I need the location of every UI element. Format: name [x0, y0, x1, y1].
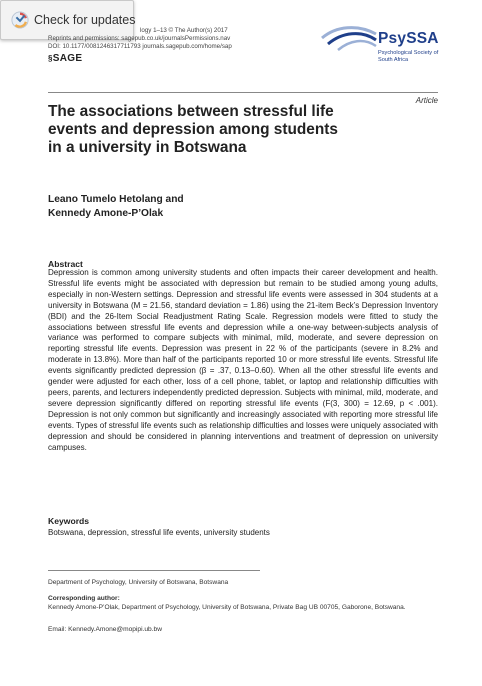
footnote-divider: [48, 570, 260, 571]
journal-citation: logy 1–13 © The Author(s) 2017: [140, 27, 228, 34]
abstract-heading: Abstract: [48, 259, 83, 269]
check-updates-icon: [11, 11, 29, 29]
abstract-text: Depression is common among university students and often impacts their career development and health. Stressful life events might be associated with depression but remain to be studied among young adults, especially in non-Western settings. Depression and stressful life events were assessed in 304 students at a university in Botswana (M = 21.56, standard deviation = 1.86) using the 21-item Beck’s Depression Inventory (BDI) and the 26-Item Social Readjustment Rating Scale. Regression models were fitted to study the associations between stressful life events and depression while a one-way between-subjects analysis of variance was performed to compare subjects with minimal, mild, moderate, and severe depression on reporting stressful life events. Depression was present in 22 % of the participants (severe in 8.2% and moderate in 13.8%). More than half of the participants reported 10 or more stressful life events. Stressful life events significantly predicted depression (β = .37, 0.13–0.60). When all the other stressful life events and gender were adjusted for each other, loss of a cell phone, tablet, or laptop and relationship difficulties with peers, parents, and lecturers independently predicted depression. Subjects with minimal, mild, moderate, and severe depression significantly differed on reporting stressful life events (F(3, 300) = 12.69, p < .001). Depression is not only common but significantly and increasingly associated with reporting more stressful life events. Types of stressful life events such as relationship difficulties and losses were uniquely associated with depression and should be considered in planning interventions and treatment of depression on university campuses.: [48, 268, 438, 452]
corresponding-email: Email: Kennedy.Amone@mopipi.ub.bw: [48, 626, 162, 633]
society-name: PsySSA: [378, 30, 439, 47]
permissions-line: Reprints and permissions: sagepub.co.uk/journalsPermissions.nav: [48, 35, 231, 42]
corresponding-address: Kennedy Amone-P’Olak, Department of Psychology, University of Botswana, Private Bag UB 00705, Gaborone, Botswana.: [48, 604, 406, 611]
author-line: Kennedy Amone-P’Olak: [48, 208, 164, 219]
check-for-updates-label: Check for updates: [34, 13, 136, 27]
corresponding-heading: Corresponding author:: [48, 595, 120, 602]
keywords-heading: Keywords: [48, 516, 90, 526]
author-list: [48, 193, 288, 221]
publisher-logo: §SAGE: [48, 53, 83, 64]
society-subtitle: Psychological Society of South Africa: [378, 50, 439, 63]
keywords-text: Botswana, depression, stressful life events, university students: [48, 528, 270, 537]
doi-line: DOI: 10.1177/0081246317711793 journals.sagepub.com/home/sap: [48, 43, 232, 50]
author-line: Leano Tumelo Hetolang and: [48, 194, 184, 205]
header-divider: [48, 92, 438, 93]
check-for-updates-button[interactable]: [0, 0, 134, 40]
article-type: Article: [415, 96, 438, 105]
affiliation: Department of Psychology, University of Botswana, Botswana: [48, 579, 229, 586]
article-title: The associations between stressful life events and depression among students in a university in Botswana: [48, 103, 338, 156]
